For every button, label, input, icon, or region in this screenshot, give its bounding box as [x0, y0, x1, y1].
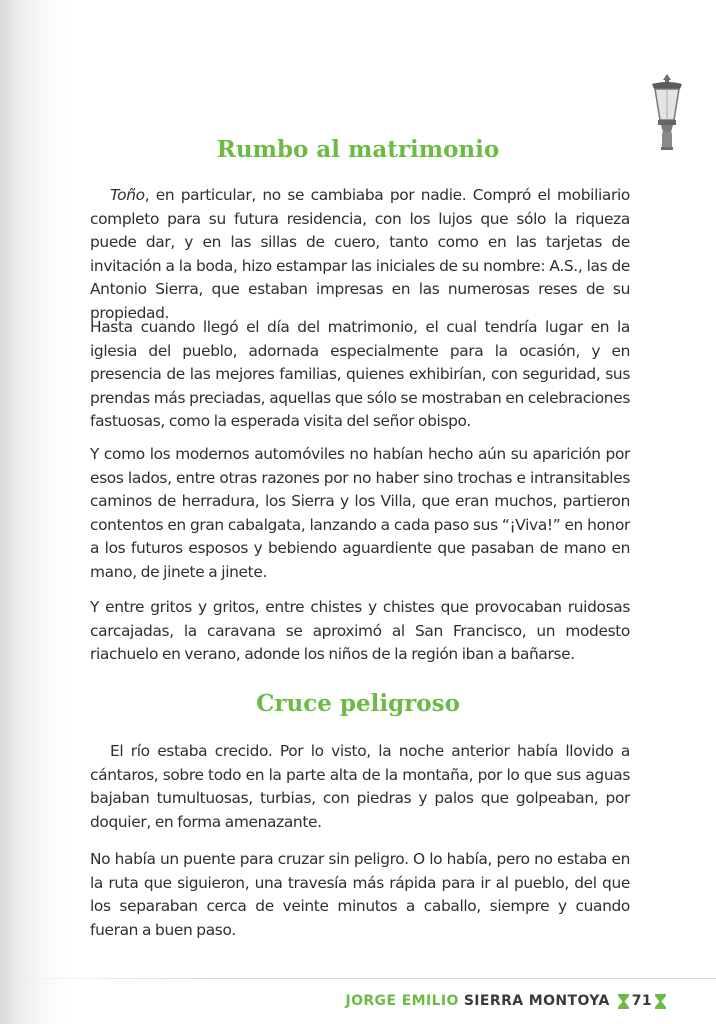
- author-first-name: JORGE EMILIO: [345, 993, 459, 1009]
- hourglass-ornament-icon: [618, 994, 629, 1009]
- author-last-name: SIERRA MONTOYA: [463, 993, 610, 1009]
- section-title-rumbo: Rumbo al matrimonio: [216, 136, 500, 163]
- page-number-block: [618, 993, 666, 1009]
- paragraph-1-text: , en particular, no se cambiaba por nadie. Compró el mobiliario completo para su futura residencia, con los lujos que sólo la riqueza puede dar, y en las sillas de cuero, tanto como en las tarjetas de invitación a la boda, hizo estampar las iniciales de su nombre: A.S., las de Antonio Sierra, que estaban impresas en las numerosas reses de su propiedad.: [90, 186, 630, 322]
- paragraph-3: Y como los modernos automóviles no habían hecho aún su aparición por esos lados, entre otras razones por no haber sino trochas e intransitables caminos de herradura, los Sierra y los Villa, que eran muchos, partieron contentos en gran cabalgata, lanzando a cada paso sus “¡Viva!” en honor a los futuros esposos y bebiendo aguardiente que pasaban de mano en mano, de jinete a jinete.: [90, 445, 630, 581]
- paragraph-5: [90, 740, 630, 834]
- page-footer: [345, 990, 666, 1012]
- paragraph-6: No había un puente para cruzar sin peligro. O lo había, pero no estaba en la ruta que siguieron, una travesía más rápida para ir al pueblo, del que los separaban cerca de veinte minutos a caballo, siempre y cuando fueran a buen paso.: [90, 850, 630, 939]
- paragraph-4: Y entre gritos y gritos, entre chistes y chistes que provocaban ruidosas carcajadas, la caravana se aproximó al San Francisco, un modesto riachuelo en verano, adonde los niños de la región iban a bañarse.: [90, 598, 630, 663]
- paragraph-1: [90, 184, 630, 325]
- page-number: 71: [631, 993, 652, 1009]
- footer-divider: [0, 978, 716, 979]
- paragraph-5-text: El río estaba crecido. Por lo visto, la noche anterior había llovido a cántaros, sobre todo en la parte alta de la montaña, por lo que sus aguas bajaban tumultuosas, turbias, con piedras y palos que golpeaban, por doquier, en forma amenazante.: [90, 742, 630, 831]
- hourglass-ornament-icon: [655, 994, 666, 1009]
- section-title-cruce: Cruce peligroso: [256, 690, 460, 717]
- name-tono: Toño: [110, 186, 145, 204]
- paragraph-2: Hasta cuando llegó el día del matrimonio, el cual tendría lugar en la iglesia del pueblo, adornada especialmente para la ocasión, y en presencia de las mejores familias, quienes exhibirían, con seguridad, sus prendas más preciadas, aquellas que sólo se mostraban en celebraciones fastuosas, como la esperada visita del señor obispo.: [90, 318, 630, 430]
